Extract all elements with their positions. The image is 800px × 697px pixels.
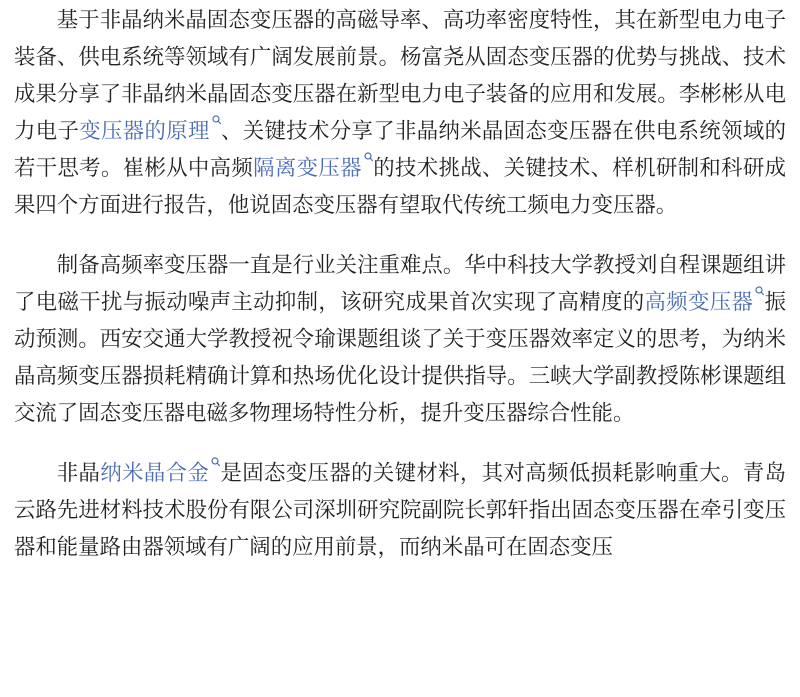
paragraph-text: 非晶 (56, 461, 101, 486)
paragraph-text: 、关键技术分享了非晶纳米晶固态变压器在供电系统领域的若干思考。崔彬从中高频 (14, 119, 786, 181)
keyword-link-text[interactable]: 高频变压器 (644, 290, 754, 315)
paragraph-text: 的技术挑战、关键技术、样机研制和科研成果四个方面进行报告，他说固态变压器有望取代传统工频电力变压器。 (14, 156, 786, 218)
paragraph-text: 制备高频率变压器一直是行业关注重难点。华中科技大学教授刘自程课题组讲了电磁干扰与振动噪声主动抑制，该研究成果首次实现了高精度的 (14, 253, 786, 315)
paragraph-solid-state-transformer-prospects (14, 2, 786, 224)
search-icon[interactable] (755, 286, 764, 300)
paragraph-high-frequency-research (14, 247, 786, 432)
paragraph-text: 基于非晶纳米晶固态变压器的高磁导率、高功率密度特性，其在新型电力电子装备、供电系统等领域有广阔发展前景。杨富尧从固态变压器的优势与挑战、技术成果分享了非晶纳米晶固态变压器在新型电力电子装备的应用和发展。李彬彬从电力电子 (14, 8, 786, 144)
keyword-link-high-frequency-transformer[interactable] (645, 290, 765, 315)
keyword-link-text[interactable]: 纳米晶合金 (100, 461, 210, 486)
paragraph-text: 振动预测。西安交通大学教授祝令瑜课题组谈了关于变压器效率定义的思考，为纳米晶高频变压器损耗精确计算和热场优化设计提供指导。三峡大学副教授陈彬课题组交流了固态变压器电磁多物理场特性分析，提升变压器综合性能。 (14, 290, 786, 426)
keyword-link-text[interactable]: 变压器的原理 (79, 119, 210, 144)
paragraph-nanocrystalline-alloy (14, 455, 786, 566)
keyword-link-nanocrystalline-alloy[interactable] (100, 461, 220, 486)
paragraph-text: 是固态变压器的关键材料，其对高频低损耗影响重大。青岛云路先进材料技术股份有限公司深圳研究院副院长郭轩指出固态变压器在牵引变压器和能量路由器领域有广阔的应用前景，而纳米晶可在固态变压 (14, 461, 786, 560)
keyword-link-text[interactable]: 隔离变压器 (253, 156, 362, 181)
search-icon[interactable] (364, 152, 373, 166)
keyword-link-transformer-principle[interactable] (79, 119, 220, 144)
search-icon[interactable] (211, 457, 220, 471)
search-icon[interactable] (212, 115, 221, 129)
article-body (14, 0, 786, 566)
keyword-link-isolation-transformer[interactable] (253, 156, 373, 181)
